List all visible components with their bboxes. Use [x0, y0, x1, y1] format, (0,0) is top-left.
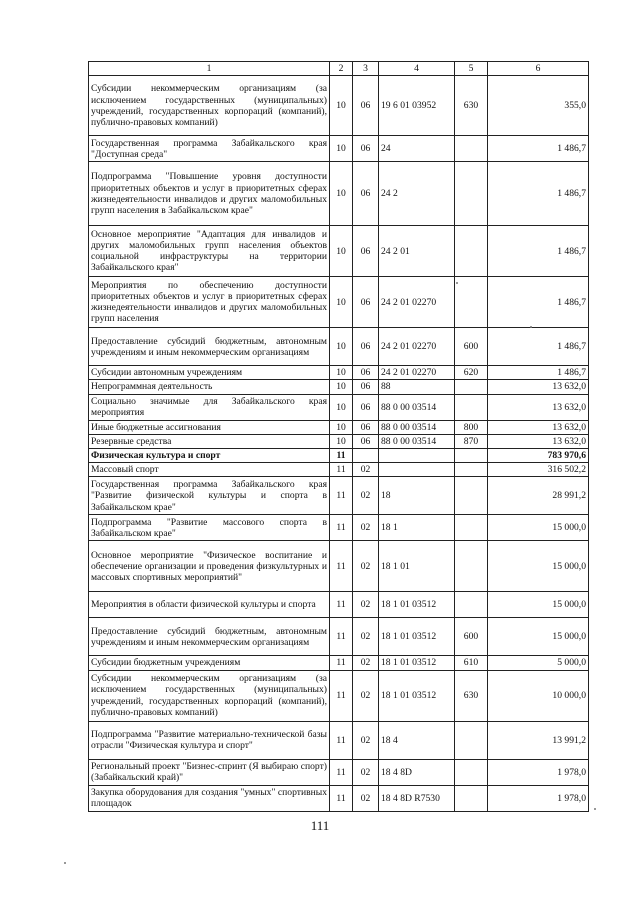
- amount-cell: 1 486,7: [488, 277, 589, 328]
- subsection-code-cell: 02: [353, 759, 379, 785]
- section-code-cell: 11: [330, 449, 353, 463]
- row-name-cell: Подпрограмма "Развитие материально-технической базы отрасли "Физическая культура и спорт": [89, 721, 330, 759]
- row-name-cell: Предоставление субсидий бюджетным, автономным учреждениям и иным некоммерческим организациям: [89, 328, 330, 366]
- row-name-cell: Субсидии некоммерческим организациям (за исключением государственных (муниципальных) учреждений, государственных корпораций (компаний), публично-правовых компаний): [89, 76, 330, 136]
- amount-cell: 783 970,6: [488, 449, 589, 463]
- row-name-cell: Массовый спорт: [89, 463, 330, 477]
- section-code-cell: 10: [330, 394, 353, 420]
- table-header-row: [89, 62, 589, 76]
- row-name-cell: Физическая культура и спорт: [89, 449, 330, 463]
- amount-cell: 15 000,0: [488, 592, 589, 618]
- target-article-cell: 18 1 01: [379, 541, 455, 592]
- table-row: [89, 449, 589, 463]
- expense-type-cell: 630: [455, 76, 488, 136]
- section-code-cell: 10: [330, 136, 353, 162]
- table-row: [89, 656, 589, 670]
- section-code-cell: 11: [330, 592, 353, 618]
- table-row: [89, 463, 589, 477]
- row-name-cell: Иные бюджетные ассигнования: [89, 420, 330, 434]
- target-article-cell: [379, 463, 455, 477]
- amount-cell: 13 632,0: [488, 434, 589, 448]
- row-name-cell: Субсидии некоммерческим организациям (за исключением государственных (муниципальных) учреждений, государственных корпораций (компаний), публично-правовых компаний): [89, 670, 330, 721]
- table-row: [89, 785, 589, 811]
- header-cell: 6: [488, 62, 589, 76]
- expense-type-cell: [455, 515, 488, 541]
- section-code-cell: 10: [330, 76, 353, 136]
- subsection-code-cell: 02: [353, 656, 379, 670]
- expense-type-cell: 610: [455, 656, 488, 670]
- table-row: [89, 420, 589, 434]
- table-row: [89, 515, 589, 541]
- target-article-cell: 18 1: [379, 515, 455, 541]
- row-name-cell: Подпрограмма "Развитие массового спорта в Забайкальском крае": [89, 515, 330, 541]
- section-code-cell: 11: [330, 515, 353, 541]
- expense-type-cell: [455, 785, 488, 811]
- subsection-code-cell: 02: [353, 721, 379, 759]
- amount-cell: 10 000,0: [488, 670, 589, 721]
- subsection-code-cell: 02: [353, 477, 379, 515]
- header-cell: 5: [455, 62, 488, 76]
- header-cell: 4: [379, 62, 455, 76]
- expense-type-cell: [455, 449, 488, 463]
- subsection-code-cell: 06: [353, 328, 379, 366]
- row-name-cell: Социально значимые для Забайкальского края мероприятия: [89, 394, 330, 420]
- subsection-code-cell: 06: [353, 76, 379, 136]
- table-row: [89, 76, 589, 136]
- amount-cell: 28 991,2: [488, 477, 589, 515]
- amount-cell: 1 486,7: [488, 226, 589, 277]
- amount-cell: 1 486,7: [488, 162, 589, 226]
- target-article-cell: 18 4 8D R7530: [379, 785, 455, 811]
- row-name-cell: Государственная программа Забайкальского края "Доступная среда": [89, 136, 330, 162]
- table-row: [89, 162, 589, 226]
- section-code-cell: 11: [330, 656, 353, 670]
- target-article-cell: 18 4 8D: [379, 759, 455, 785]
- row-name-cell: Мероприятия по обеспечению доступности приоритетных объектов и услуг в приоритетных сферах жизнедеятельности инвалидов и других маломобильных групп населения: [89, 277, 330, 328]
- section-code-cell: 10: [330, 328, 353, 366]
- subsection-code-cell: 02: [353, 515, 379, 541]
- expense-type-cell: [455, 394, 488, 420]
- section-code-cell: 11: [330, 463, 353, 477]
- scan-speck: [64, 862, 66, 864]
- expense-type-cell: 800: [455, 420, 488, 434]
- expense-type-cell: 600: [455, 618, 488, 656]
- section-code-cell: 11: [330, 477, 353, 515]
- row-name-cell: Непрограммная деятельность: [89, 380, 330, 394]
- target-article-cell: 88 0 00 03514: [379, 420, 455, 434]
- subsection-code-cell: 06: [353, 420, 379, 434]
- row-name-cell: Подпрограмма "Повышение уровня доступности приоритетных объектов и услуг в приоритетных сферах жизнедеятельности инвалидов и других маломобильных групп населения в Забайкальском крае": [89, 162, 330, 226]
- amount-cell: 316 502,2: [488, 463, 589, 477]
- amount-cell: 1 486,7: [488, 366, 589, 380]
- table-row: [89, 618, 589, 656]
- target-article-cell: 24 2 01 02270: [379, 277, 455, 328]
- target-article-cell: 88 0 00 03514: [379, 434, 455, 448]
- amount-cell: 15 000,0: [488, 618, 589, 656]
- section-code-cell: 10: [330, 162, 353, 226]
- header-cell: 2: [330, 62, 353, 76]
- table-row: [89, 759, 589, 785]
- row-name-cell: Субсидии автономным учреждениям: [89, 366, 330, 380]
- section-code-cell: 10: [330, 277, 353, 328]
- expense-type-cell: [455, 477, 488, 515]
- amount-cell: 13 632,0: [488, 420, 589, 434]
- scan-speck: [530, 326, 532, 328]
- target-article-cell: 18 1 01 03512: [379, 592, 455, 618]
- amount-cell: 1 978,0: [488, 785, 589, 811]
- subsection-code-cell: 06: [353, 434, 379, 448]
- table-row: [89, 226, 589, 277]
- amount-cell: 355,0: [488, 76, 589, 136]
- section-code-cell: 11: [330, 721, 353, 759]
- section-code-cell: 10: [330, 366, 353, 380]
- target-article-cell: 24: [379, 136, 455, 162]
- row-name-cell: Закупка оборудования для создания "умных" спортивных площадок: [89, 785, 330, 811]
- amount-cell: 15 000,0: [488, 541, 589, 592]
- section-code-cell: 11: [330, 618, 353, 656]
- expense-type-cell: [455, 463, 488, 477]
- scan-speck: [594, 808, 596, 810]
- target-article-cell: 24 2: [379, 162, 455, 226]
- subsection-code-cell: 02: [353, 618, 379, 656]
- section-code-cell: 10: [330, 420, 353, 434]
- subsection-code-cell: 06: [353, 277, 379, 328]
- subsection-code-cell: [353, 449, 379, 463]
- section-code-cell: 10: [330, 226, 353, 277]
- target-article-cell: 24 2 01 02270: [379, 328, 455, 366]
- table-row: [89, 366, 589, 380]
- subsection-code-cell: 02: [353, 463, 379, 477]
- row-name-cell: Резервные средства: [89, 434, 330, 448]
- target-article-cell: 88: [379, 380, 455, 394]
- expense-type-cell: [455, 592, 488, 618]
- table-row: [89, 136, 589, 162]
- header-cell: 1: [89, 62, 330, 76]
- amount-cell: 15 000,0: [488, 515, 589, 541]
- row-name-cell: Основное мероприятие "Физическое воспитание и обеспечение организации и проведения физкультурных и массовых спортивных мероприятий": [89, 541, 330, 592]
- subsection-code-cell: 06: [353, 162, 379, 226]
- expense-type-cell: 870: [455, 434, 488, 448]
- subsection-code-cell: 02: [353, 541, 379, 592]
- target-article-cell: 24 2 01: [379, 226, 455, 277]
- expense-type-cell: [455, 136, 488, 162]
- target-article-cell: 88 0 00 03514: [379, 394, 455, 420]
- target-article-cell: [379, 449, 455, 463]
- scan-speck: [456, 282, 458, 284]
- expense-type-cell: [455, 541, 488, 592]
- section-code-cell: 11: [330, 541, 353, 592]
- subsection-code-cell: 06: [353, 394, 379, 420]
- expense-type-cell: [455, 380, 488, 394]
- target-article-cell: 18 1 01 03512: [379, 618, 455, 656]
- table-row: [89, 394, 589, 420]
- subsection-code-cell: 06: [353, 226, 379, 277]
- amount-cell: 1 486,7: [488, 328, 589, 366]
- table-row: [89, 670, 589, 721]
- subsection-code-cell: 02: [353, 592, 379, 618]
- row-name-cell: Субсидии бюджетным учреждениям: [89, 656, 330, 670]
- subsection-code-cell: 06: [353, 366, 379, 380]
- amount-cell: 13 632,0: [488, 394, 589, 420]
- expense-type-cell: [455, 759, 488, 785]
- target-article-cell: 18: [379, 477, 455, 515]
- amount-cell: 1 486,7: [488, 136, 589, 162]
- subsection-code-cell: 02: [353, 670, 379, 721]
- budget-table: [88, 61, 589, 812]
- row-name-cell: Региональный проект "Бизнес-спринт (Я выбираю спорт) (Забайкальский край)": [89, 759, 330, 785]
- amount-cell: 13 991,2: [488, 721, 589, 759]
- target-article-cell: 24 2 01 02270: [379, 366, 455, 380]
- row-name-cell: Предоставление субсидий бюджетным, автономным учреждениям и иным некоммерческим организациям: [89, 618, 330, 656]
- header-cell: 3: [353, 62, 379, 76]
- table-row: [89, 592, 589, 618]
- target-article-cell: 18 1 01 03512: [379, 656, 455, 670]
- expense-type-cell: [455, 277, 488, 328]
- table-row: [89, 328, 589, 366]
- expense-type-cell: [455, 721, 488, 759]
- section-code-cell: 11: [330, 785, 353, 811]
- section-code-cell: 11: [330, 670, 353, 721]
- budget-table-body: [89, 62, 589, 812]
- table-row: [89, 434, 589, 448]
- amount-cell: 13 632,0: [488, 380, 589, 394]
- row-name-cell: Государственная программа Забайкальского края "Развитие физической культуры и спорта в Забайкальском крае": [89, 477, 330, 515]
- target-article-cell: 18 1 01 03512: [379, 670, 455, 721]
- subsection-code-cell: 06: [353, 380, 379, 394]
- subsection-code-cell: 06: [353, 136, 379, 162]
- table-row: [89, 477, 589, 515]
- expense-type-cell: 630: [455, 670, 488, 721]
- expense-type-cell: 600: [455, 328, 488, 366]
- table-row: [89, 721, 589, 759]
- expense-type-cell: 620: [455, 366, 488, 380]
- page-number: 111: [310, 818, 330, 833]
- target-article-cell: 19 6 01 03952: [379, 76, 455, 136]
- row-name-cell: Основное мероприятие "Адаптация для инвалидов и других маломобильных групп населения объектов социальной инфраструктуры на территории Забайкальского края": [89, 226, 330, 277]
- amount-cell: 1 978,0: [488, 759, 589, 785]
- subsection-code-cell: 02: [353, 785, 379, 811]
- target-article-cell: 18 4: [379, 721, 455, 759]
- expense-type-cell: [455, 162, 488, 226]
- section-code-cell: 11: [330, 759, 353, 785]
- table-row: [89, 380, 589, 394]
- amount-cell: 5 000,0: [488, 656, 589, 670]
- table-row: [89, 277, 589, 328]
- row-name-cell: Мероприятия в области физической культуры и спорта: [89, 592, 330, 618]
- section-code-cell: 10: [330, 434, 353, 448]
- section-code-cell: 10: [330, 380, 353, 394]
- table-row: [89, 541, 589, 592]
- expense-type-cell: [455, 226, 488, 277]
